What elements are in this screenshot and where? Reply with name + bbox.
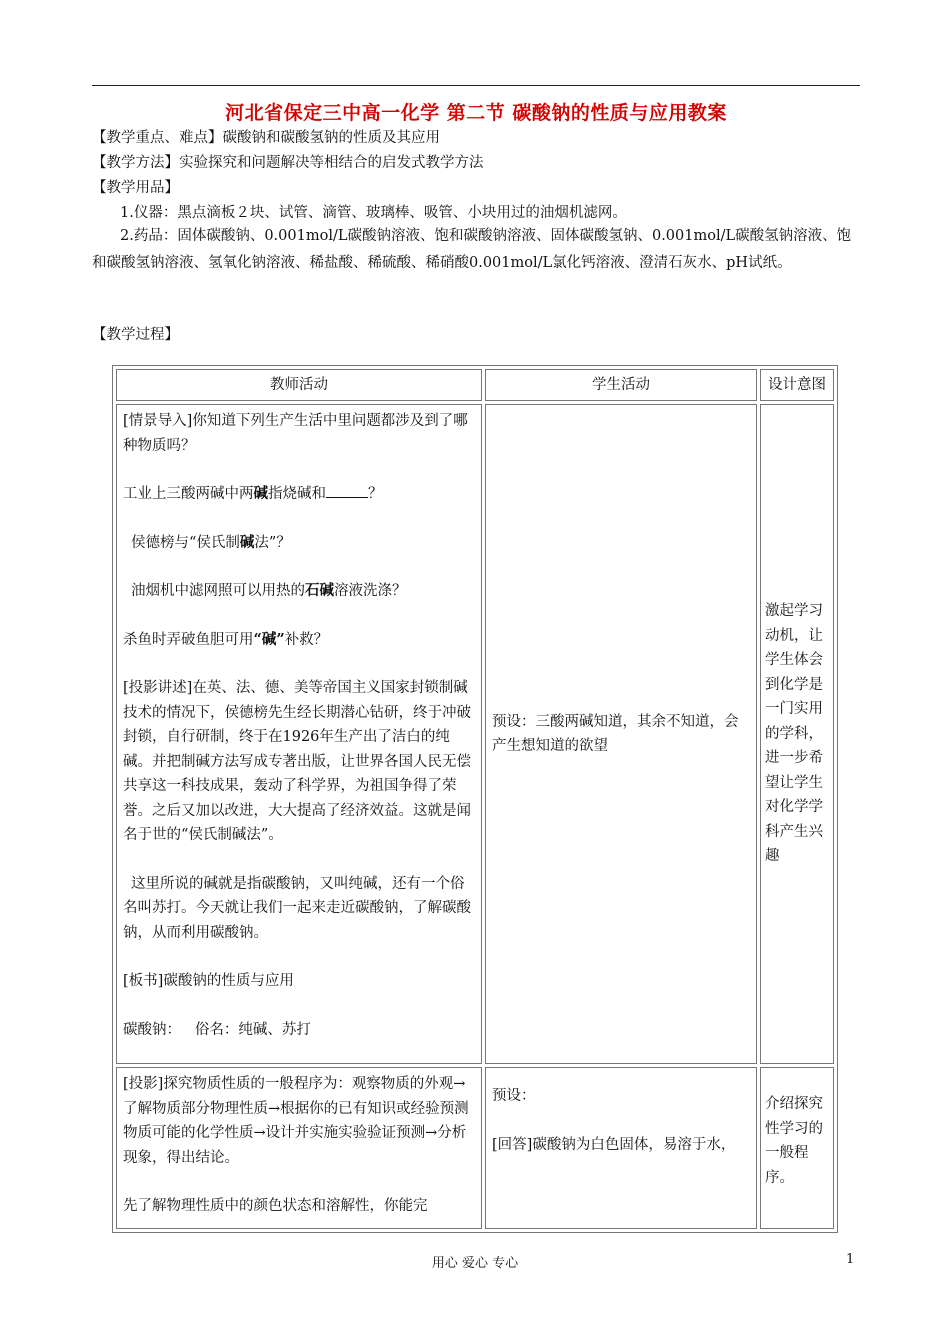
- student-activity-1: 预设：三酸两碱知道，其余不知道，会产生想知道的欲望: [485, 404, 757, 1064]
- teaching-focus: 【教学重点、难点】碳酸钠和碳酸氢钠的性质及其应用: [92, 130, 440, 146]
- page-footer: 用心 爱心 专心: [431, 1256, 519, 1271]
- teacher-activity-2: [116, 1067, 482, 1229]
- explanation-text: 这里所说的碱就是指碳酸钠，又叫纯碱，还有一个俗名叫苏打。今天就让我们一起来走近碳酸钠，了解碳酸钠，从而利用碳酸钠。: [123, 875, 471, 941]
- teacher-activity-1: [116, 404, 482, 1064]
- design-intent-text: 介绍探究性学习的一般程序。: [765, 1096, 823, 1186]
- design-intent-2: [760, 1067, 834, 1229]
- supplies-heading: 【教学用品】: [92, 180, 179, 196]
- top-rule: [92, 85, 860, 86]
- supplies-reagents: 2.药品：固体碳酸钠、0.001mol/L碳酸钠溶液、饱和碳酸钠溶液、固体碳酸氢钠、0.001mol/L碳酸氢钠溶液、饱和碳酸氢钠溶液、氢氧化钠溶液、稀盐酸、稀硫酸、稀硝酸0.001mol/L氯化钙溶液、澄清石灰水、pH试纸。: [92, 228, 852, 271]
- fill-blank: [326, 483, 368, 498]
- board-note: [板书]碳酸钠的性质与应用: [123, 973, 294, 989]
- process-heading: 【教学过程】: [92, 327, 179, 343]
- question-4: 杀鱼时弄破鱼胆可用“碱”补救？: [123, 630, 329, 648]
- next-text: 先了解物理性质中的颜色状态和溶解性，你能完: [123, 1198, 428, 1214]
- document-title: 河北省保定三中高一化学 第二节 碳酸钠的性质与应用教案: [225, 102, 727, 124]
- student-answer: [回答]碳酸钠为白色固体，易溶于水，: [492, 1136, 736, 1153]
- header-teacher: 教师活动: [116, 369, 482, 401]
- projection-procedure: [投影]探究物质性质的一般程序为：观察物质的外观→了解物质部分物理性质→根据你的已有知识或经验预测物质可能的化学性质→设计并实施实验验证预测→分析现象，得出结论。: [123, 1076, 469, 1166]
- projection-lecture: [投影讲述]在英、法、德、美等帝国主义国家封锁制碱技术的情况下，侯德榜先生经长期潜心钻研，终于冲破封锁，自行研制，终于在1926年生产出了洁白的纯碱。并把制碱方法写成专著出版，让世界各国人民无偿共享这一科技成果，轰动了科学界，为祖国争得了荣誉。之后又加以改进，大大提高了经济效益。这就是闻名于世的“侯氏制碱法”。: [123, 680, 471, 843]
- design-intent-1: 激起学习动机，让学生体会到化学是一门实用的学科，进一步希望让学生对化学学科产生兴趣: [760, 404, 834, 1064]
- table-row: [116, 1067, 834, 1229]
- header-student: 学生活动: [485, 369, 757, 401]
- student-preset: 预设：: [492, 1088, 536, 1104]
- teaching-method: 【教学方法】实验探究和问题解决等相结合的启发式教学方法: [92, 155, 484, 171]
- supplies-instruments: 1.仪器：黑点滴板２块、试管、滴管、玻璃棒、吸管、小块用过的油烟机滤网。: [120, 205, 627, 221]
- table-header-row: [116, 369, 834, 401]
- header-design: 设计意图: [760, 369, 834, 401]
- question-3: 油烟机中滤网照可以用热的石碱溶液洗涤？: [131, 582, 407, 599]
- question-1: 工业上三酸两碱中两碱指烧碱和 ？: [123, 485, 383, 502]
- lesson-table: [112, 365, 838, 1233]
- student-activity-2: [485, 1067, 757, 1229]
- intro-text: [情景导入]你知道下列生产生活中里问题都涉及到了哪种物质吗？: [123, 413, 468, 454]
- alias-note: 碳酸钠： 俗名：纯碱、苏打: [123, 1021, 311, 1038]
- question-2: 侯德榜与“侯氏制碱法”？: [131, 533, 291, 551]
- page-number: 1: [846, 1252, 855, 1267]
- table-row: [116, 404, 834, 1064]
